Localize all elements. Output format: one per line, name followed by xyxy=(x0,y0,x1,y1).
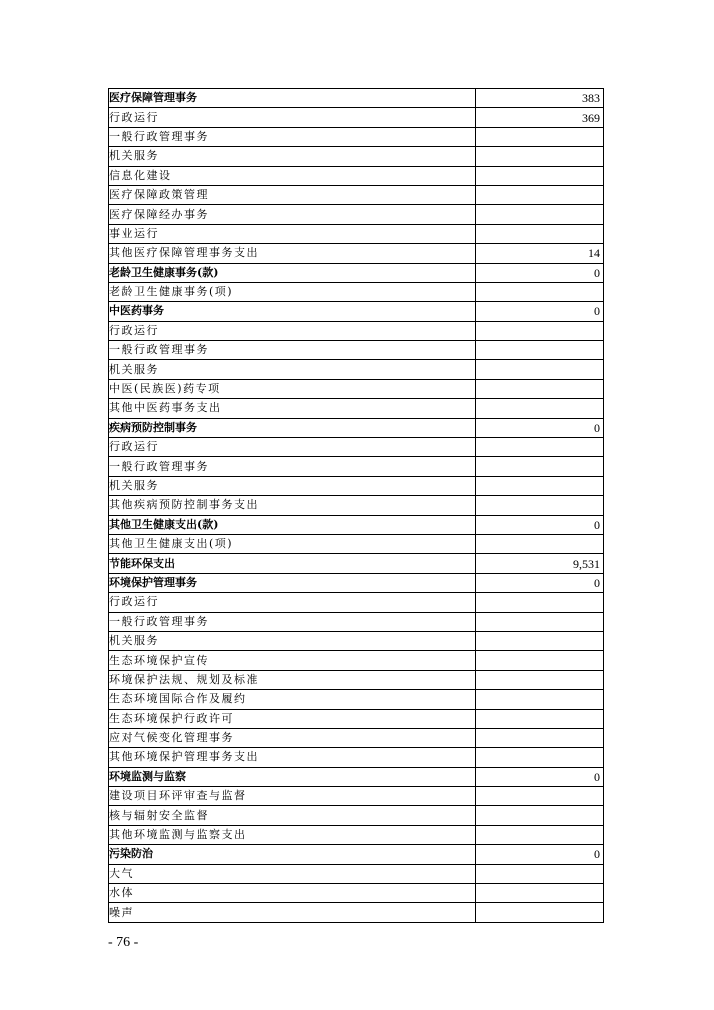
row-category-name: 其他医疗保障管理事务支出 xyxy=(109,244,476,263)
row-category-name: 环境保护法规、规划及标准 xyxy=(109,670,476,689)
row-amount xyxy=(476,884,604,903)
table-row xyxy=(109,147,604,166)
row-category-name: 其他环境保护管理事务支出 xyxy=(109,748,476,767)
row-category-name: 生态环境保护行政许可 xyxy=(109,709,476,728)
table-row xyxy=(109,360,604,379)
row-category-name: 行政运行 xyxy=(109,438,476,457)
table-row xyxy=(109,670,604,689)
row-amount xyxy=(476,593,604,612)
row-amount: 369 xyxy=(476,108,604,127)
row-category-name: 中医(民族医)药专项 xyxy=(109,379,476,398)
row-amount xyxy=(476,690,604,709)
row-category-name: 医疗保障管理事务 xyxy=(109,89,476,108)
row-amount: 0 xyxy=(476,845,604,864)
row-amount xyxy=(476,670,604,689)
row-category-name: 医疗保障经办事务 xyxy=(109,205,476,224)
row-amount xyxy=(476,612,604,631)
table-row xyxy=(109,341,604,360)
row-category-name: 一般行政管理事务 xyxy=(109,612,476,631)
row-amount: 9,531 xyxy=(476,554,604,573)
table-row xyxy=(109,787,604,806)
row-category-name: 环境保护管理事务 xyxy=(109,573,476,592)
row-category-name: 噪声 xyxy=(109,903,476,922)
row-amount xyxy=(476,457,604,476)
row-category-name: 其他中医药事务支出 xyxy=(109,399,476,418)
table-row xyxy=(109,399,604,418)
row-category-name: 其他卫生健康支出(项) xyxy=(109,534,476,553)
table-row xyxy=(109,89,604,108)
table-row xyxy=(109,767,604,786)
row-amount xyxy=(476,728,604,747)
row-category-name: 应对气候变化管理事务 xyxy=(109,728,476,747)
row-amount xyxy=(476,185,604,204)
table-row xyxy=(109,185,604,204)
table-row xyxy=(109,631,604,650)
row-amount xyxy=(476,864,604,883)
row-amount xyxy=(476,825,604,844)
row-amount: 383 xyxy=(476,89,604,108)
table-row xyxy=(109,825,604,844)
row-amount: 0 xyxy=(476,515,604,534)
table-row xyxy=(109,244,604,263)
row-category-name: 一般行政管理事务 xyxy=(109,341,476,360)
row-amount: 0 xyxy=(476,302,604,321)
row-category-name: 医疗保障政策管理 xyxy=(109,185,476,204)
budget-table xyxy=(108,88,604,923)
table-row xyxy=(109,166,604,185)
table-row xyxy=(109,612,604,631)
row-category-name: 环境监测与监察 xyxy=(109,767,476,786)
row-amount xyxy=(476,496,604,515)
table-row xyxy=(109,108,604,127)
row-amount xyxy=(476,476,604,495)
table-row xyxy=(109,845,604,864)
row-category-name: 疾病预防控制事务 xyxy=(109,418,476,437)
table-row xyxy=(109,438,604,457)
table-row xyxy=(109,806,604,825)
row-category-name: 行政运行 xyxy=(109,108,476,127)
row-category-name: 行政运行 xyxy=(109,593,476,612)
row-amount xyxy=(476,127,604,146)
row-amount xyxy=(476,709,604,728)
row-amount xyxy=(476,787,604,806)
row-amount xyxy=(476,360,604,379)
row-category-name: 中医药事务 xyxy=(109,302,476,321)
row-category-name: 其他卫生健康支出(款) xyxy=(109,515,476,534)
row-category-name: 事业运行 xyxy=(109,224,476,243)
table-row xyxy=(109,457,604,476)
table-row xyxy=(109,282,604,301)
row-amount xyxy=(476,651,604,670)
table-row xyxy=(109,379,604,398)
row-amount xyxy=(476,379,604,398)
row-amount xyxy=(476,534,604,553)
table-row xyxy=(109,593,604,612)
row-amount xyxy=(476,748,604,767)
row-category-name: 信息化建设 xyxy=(109,166,476,185)
row-amount xyxy=(476,341,604,360)
row-amount xyxy=(476,438,604,457)
row-category-name: 一般行政管理事务 xyxy=(109,457,476,476)
table-row xyxy=(109,496,604,515)
table-row xyxy=(109,476,604,495)
row-category-name: 大气 xyxy=(109,864,476,883)
row-amount: 0 xyxy=(476,767,604,786)
row-amount xyxy=(476,205,604,224)
row-amount xyxy=(476,399,604,418)
row-amount xyxy=(476,166,604,185)
row-amount xyxy=(476,806,604,825)
table-row xyxy=(109,554,604,573)
table-row xyxy=(109,573,604,592)
row-category-name: 一般行政管理事务 xyxy=(109,127,476,146)
row-category-name: 其他环境监测与监察支出 xyxy=(109,825,476,844)
table-row xyxy=(109,651,604,670)
table-row xyxy=(109,263,604,282)
table-row xyxy=(109,205,604,224)
table-row xyxy=(109,127,604,146)
row-amount: 0 xyxy=(476,418,604,437)
row-amount xyxy=(476,321,604,340)
page-number: - 76 - xyxy=(108,935,139,950)
row-amount: 14 xyxy=(476,244,604,263)
row-category-name: 机关服务 xyxy=(109,631,476,650)
table-row xyxy=(109,321,604,340)
table-row xyxy=(109,864,604,883)
table-row xyxy=(109,515,604,534)
row-category-name: 机关服务 xyxy=(109,360,476,379)
table-row xyxy=(109,302,604,321)
row-category-name: 节能环保支出 xyxy=(109,554,476,573)
row-amount xyxy=(476,903,604,922)
table-row xyxy=(109,534,604,553)
budget-table-body xyxy=(109,89,604,923)
row-category-name: 生态环境国际合作及履约 xyxy=(109,690,476,709)
table-row xyxy=(109,418,604,437)
row-category-name: 水体 xyxy=(109,884,476,903)
row-amount xyxy=(476,147,604,166)
row-category-name: 其他疾病预防控制事务支出 xyxy=(109,496,476,515)
row-category-name: 老龄卫生健康事务(项) xyxy=(109,282,476,301)
row-category-name: 核与辐射安全监督 xyxy=(109,806,476,825)
row-amount: 0 xyxy=(476,263,604,282)
row-category-name: 行政运行 xyxy=(109,321,476,340)
table-row xyxy=(109,690,604,709)
row-category-name: 机关服务 xyxy=(109,476,476,495)
row-category-name: 老龄卫生健康事务(款) xyxy=(109,263,476,282)
table-row xyxy=(109,728,604,747)
table-row xyxy=(109,903,604,922)
row-amount xyxy=(476,282,604,301)
row-amount xyxy=(476,224,604,243)
table-row xyxy=(109,224,604,243)
table-row xyxy=(109,884,604,903)
row-category-name: 机关服务 xyxy=(109,147,476,166)
row-category-name: 建设项目环评审查与监督 xyxy=(109,787,476,806)
table-row xyxy=(109,748,604,767)
table-row xyxy=(109,709,604,728)
row-amount: 0 xyxy=(476,573,604,592)
row-amount xyxy=(476,631,604,650)
row-category-name: 生态环境保护宣传 xyxy=(109,651,476,670)
row-category-name: 污染防治 xyxy=(109,845,476,864)
